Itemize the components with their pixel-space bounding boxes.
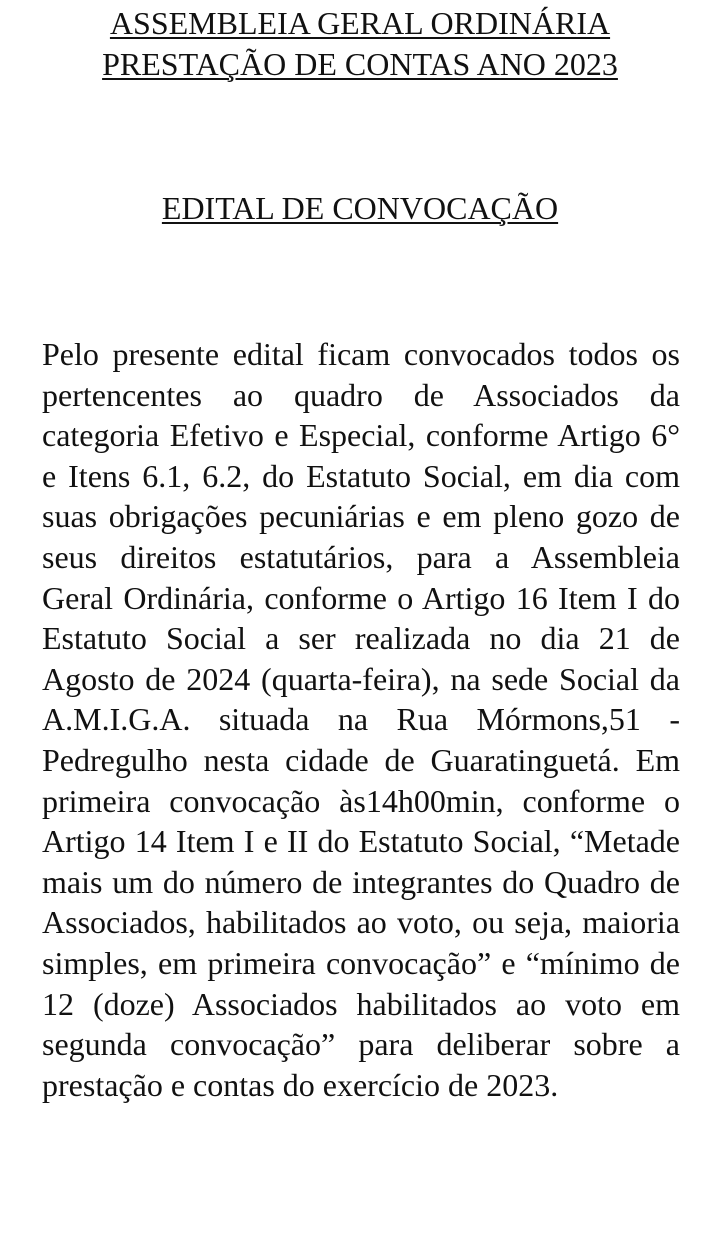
notice-title: EDITAL DE CONVOCAÇÃO: [161, 190, 559, 226]
title-line-accounts: PRESTAÇÃO DE CONTAS ANO 2023: [102, 46, 618, 82]
title-line-assembly: ASSEMBLEIA GERAL ORDINÁRIA: [109, 5, 611, 41]
notice-body: Pelo presente edital ficam convocados todos os pertencentes ao quadro de Associados da categoria Efetivo e Especial, conforme Artigo 6° e Itens 6.1, 6.2, do Estatuto Social, em dia com suas obrigações pecuniárias e em pleno gozo de seus direitos estatutários, para a Assembleia Geral Ordinária, conforme o Artigo 16 Item I do Estatuto Social a ser realizada no dia 21 de Agosto de 2024 (quarta-feira), na sede Social da A.M.I.G.A. situada na Rua Mórmons,51 -Pedregulho nesta cidade de Guaratinguetá. Em primeira convocação às14h00min, conforme o Artigo 14 Item I e II do Estatuto Social, “Metade mais um do número de integrantes do Quadro de Associados, habilitados ao voto, ou seja, maioria simples, em primeira convocação” e “mínimo de 12 (doze) Associados habilitados ao voto em segunda convocação” para deliberar sobre a prestação e contas do exercício de 2023.: [42, 336, 680, 1103]
notice-heading: [0, 188, 720, 229]
document-title: [0, 3, 720, 85]
